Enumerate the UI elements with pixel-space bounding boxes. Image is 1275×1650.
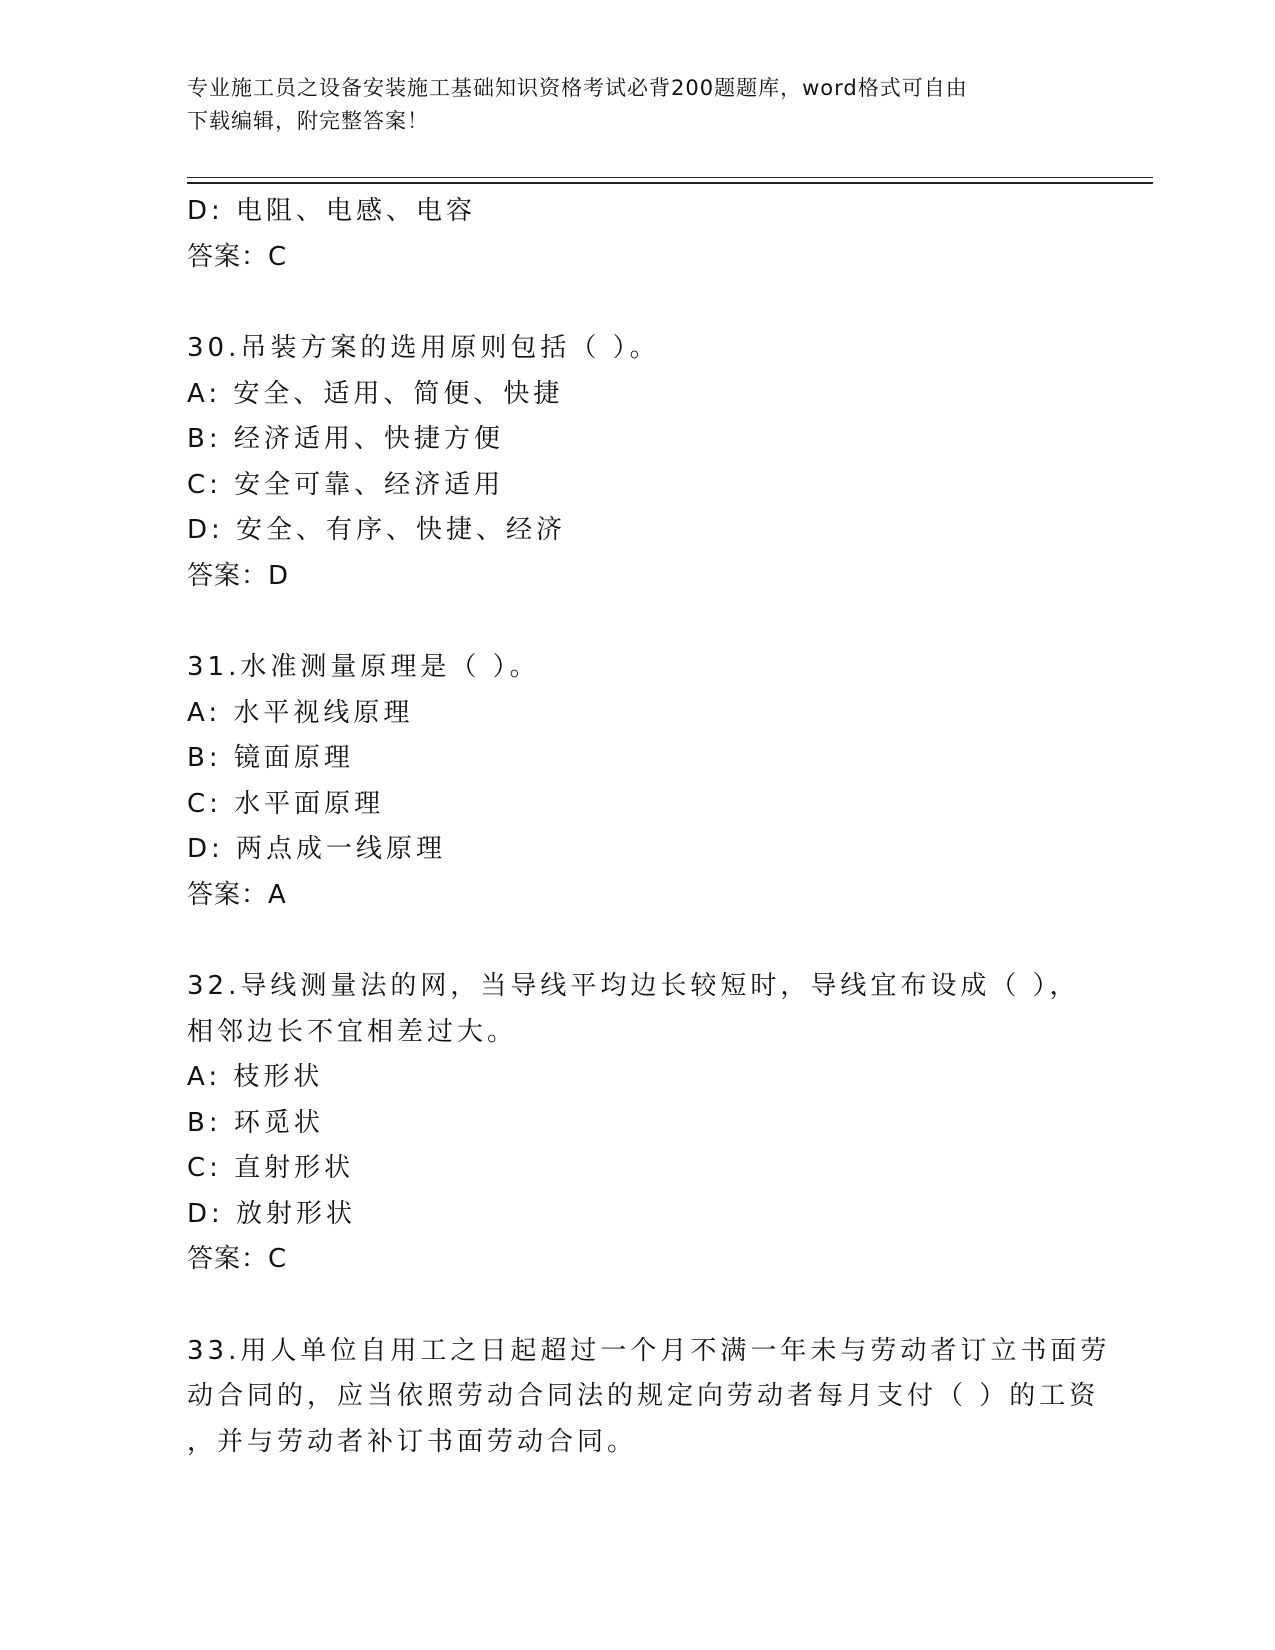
question-block-31	[187, 645, 1087, 918]
question-text: 31.水准测量原理是（ ）。	[187, 652, 540, 682]
document-header	[187, 72, 1067, 138]
block-spacer	[187, 599, 1087, 645]
question-text-continued: 动合同的，应当依照劳动合同法的规定向劳动者每月支付（ ）的工资	[187, 1381, 1100, 1411]
question-text-continued: 相邻边长不宜相差过大。	[187, 1016, 518, 1047]
question-list	[187, 189, 1111, 1465]
option-a: A: 枝形状	[187, 1062, 324, 1092]
question-block-29	[187, 189, 1087, 280]
option-b: B: 镜面原理	[187, 743, 354, 773]
block-spacer	[187, 1283, 1087, 1329]
answer-line: 答案：D	[187, 560, 290, 591]
header-divider-bottom	[187, 182, 1153, 184]
question-text: 30.吊装方案的选用原则包括（ ）。	[187, 333, 660, 363]
option-c: C: 安全可靠、经济适用	[187, 469, 505, 500]
header-divider-top	[187, 177, 1153, 178]
question-block-33	[187, 1329, 1111, 1466]
option-a: A: 水平视线原理	[187, 697, 414, 728]
header-line-1: 专业施工员之设备安装施工基础知识资格考试必背200题题库，word格式可自由	[187, 76, 968, 100]
answer-line: 答案：A	[187, 879, 287, 910]
option-c: C: 水平面原理	[187, 788, 385, 819]
block-spacer	[187, 280, 1087, 326]
option-b: B: 经济适用、快捷方便	[187, 424, 504, 454]
option-a: A: 安全、适用、简便、快捷	[187, 378, 564, 409]
header-line-2: 下载编辑，附完整答案！	[187, 109, 429, 133]
option-d: D: 放射形状	[187, 1198, 357, 1229]
question-text: 32.导线测量法的网，当导线平均边长较短时，导线宜布设成（ ），	[187, 971, 1080, 1001]
option-c: C: 直射形状	[187, 1153, 355, 1183]
question-block-30	[187, 326, 1087, 599]
question-block-32	[187, 964, 1087, 1283]
question-text: 33.用人单位自用工之日起超过一个月不满一年未与劳动者订立书面劳	[187, 1335, 1111, 1366]
option-b: B: 环觅状	[187, 1107, 324, 1138]
option-d: D: 两点成一线原理	[187, 834, 447, 864]
block-spacer	[187, 918, 1087, 964]
option-d: D: 电阻、电感、电容	[187, 196, 477, 226]
answer-line: 答案：C	[187, 1244, 288, 1274]
answer-line: 答案：C	[187, 241, 288, 272]
option-d: D: 安全、有序、快捷、经济	[187, 515, 567, 545]
question-text-continued: ，并与劳动者补订书面劳动合同。	[187, 1426, 638, 1457]
